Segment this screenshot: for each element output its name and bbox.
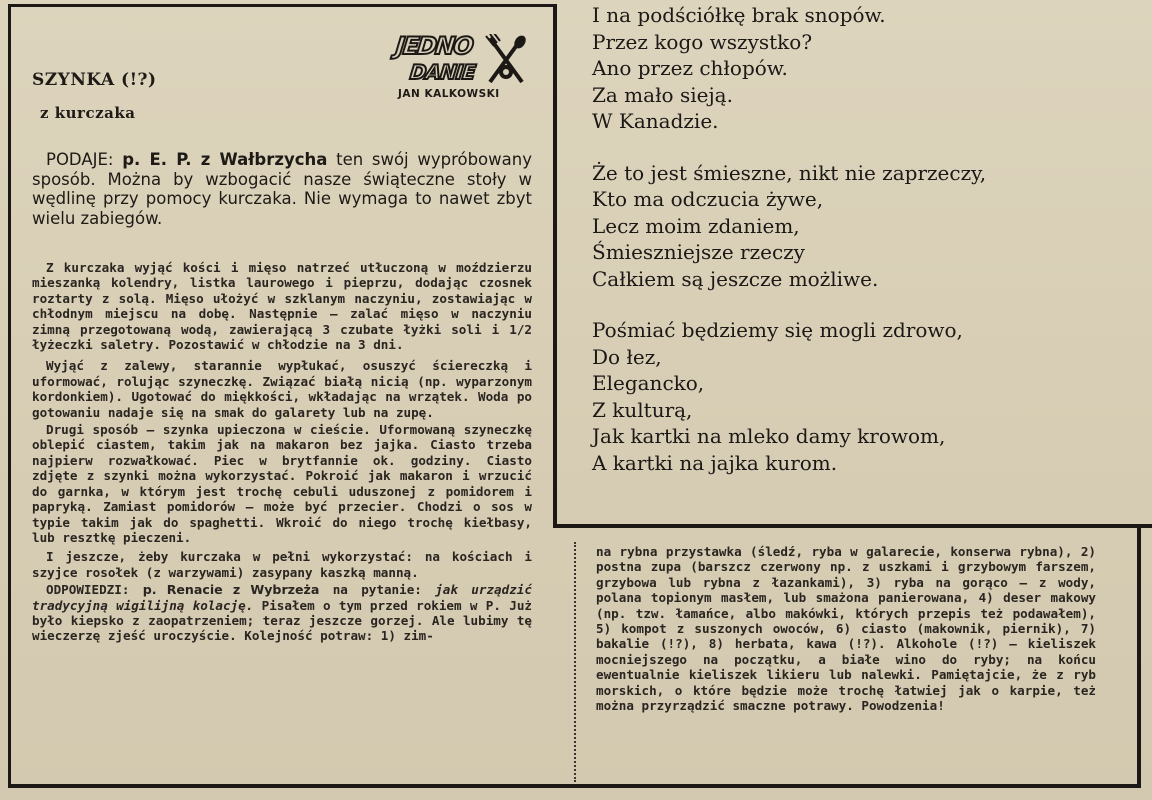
poem-stanza-3 [592, 317, 1062, 476]
frame-right [1137, 524, 1141, 788]
answers-question: jak urządzić tradycyjną wigilijną kolację. [32, 582, 532, 613]
poem [592, 2, 1062, 501]
poem-stanza-1 [592, 2, 1062, 135]
frame-top [8, 4, 556, 7]
cutlery-icon [484, 34, 528, 88]
poem-line: Śmieszniejsze rzeczy [592, 240, 805, 264]
recipe-body [32, 260, 532, 646]
answers-question-prefix: na pytanie: [332, 582, 422, 598]
recipe-title: SZYNKA (!?) [32, 70, 157, 90]
recipe-paragraph-4: I jeszcze, żeby kurczaka w pełni wykorzystać: na kościach i szyjce rosołek (z warzywami) zasypany kaszką manną. [32, 549, 532, 580]
poem-line: I na podściółkę brak snopów. [592, 3, 886, 27]
poem-line: Całkiem są jeszcze możliwe. [592, 266, 879, 291]
answers-lead: ODPOWIEDZI: [46, 582, 130, 598]
recipe-subtitle: z kurczaka [40, 104, 136, 122]
answers-text: Pisałem o tym przed rokiem w P. Już było kiepsko z zaopatrzeniem; teraz jeszcze gorzej. Ale lubimy tę wieczerzę zjeść uroczyście. Kolejność potraw: 1) zim- [32, 597, 532, 644]
poem-line: Że to jest śmieszne, nikt nie zaprzeczy, [592, 160, 987, 185]
poem-line: Do łez, [592, 344, 662, 369]
poem-line: W Kanadzie. [592, 109, 719, 133]
poem-line: Za mało sieją. [592, 82, 733, 107]
recipe-paragraph-3: Drugi sposób — szynka upieczona w cieście. Uformowaną szyneczkę oblepić ciastem, takim jak na makaron bez jajka. Ciasto trzeba najpierw rozwałkować. Piec w brytfannie ok. godziny. Ciasto zdjęte z szynki można wykorzystać. Pokroić jak makaron i wrzucić do garnka, w którym jest trochę cebuli uduszonej z pomidorem i papryką. Zamiast pomidorów — może być przecier. Chodzi o sos w typie takim jak do spaghetti. Wkroić do niego trochę kiełbasy, lub resztkę pieczeni. [32, 422, 532, 545]
dotted-divider [574, 542, 576, 782]
column-logo [396, 30, 526, 106]
poem-line: Ano przez chłopów. [592, 56, 788, 80]
intro-paragraph [32, 150, 532, 228]
answers-paragraph [32, 582, 532, 644]
logo-line-1: JEDNO [394, 32, 474, 60]
logo-line-2: DANIE [408, 60, 477, 84]
poem-line: Kto ma odczucia żywe, [592, 187, 824, 211]
frame-middle [553, 4, 557, 527]
poem-line: A kartki na jajka kurom. [592, 450, 838, 475]
frame-shelf [553, 524, 1152, 528]
intro-text: ten swój wypróbowany sposób. Można by wzbogacić nasze świąteczne stoły w wędlinę przy pomocy kurczaka. Nie wymaga to nawet zbyt wielu zabiegów. [32, 150, 532, 228]
frame-left [8, 4, 11, 788]
answers-recipient: p. Renacie z Wybrzeża [142, 582, 320, 598]
recipe-paragraph-2: Wyjąć z zalewy, starannie wypłukać, osuszyć ściereczką i uformować, rolując szyneczkę. Związać białą nicią (np. wyparzonym kordonkiem). Ugotować do miękkości, wkładając na wrzątek. Woda po gotowaniu nadaje się na smak do galarety lub na zupę. [32, 358, 532, 420]
poem-line: Przez kogo wszystko? [592, 29, 813, 54]
poem-line: Lecz moim zdaniem, [592, 213, 800, 238]
intro-source: p. E. P. z Wałbrzycha [122, 150, 328, 169]
poem-line: Elegancko, [592, 371, 705, 395]
intro-lead: PODAJE: [46, 150, 114, 169]
poem-line: Z kulturą, [592, 397, 693, 422]
poem-line: Pośmiać będziemy się mogli zdrowo, [592, 318, 963, 342]
recipe-paragraph-1: Z kurczaka wyjąć kości i mięso natrzeć utłuczoną w moździerzu mieszanką kolendry, listka laurowego i pieprzu, dodając czosnek roztarty z solą. Mięso ułożyć w szklanym naczyniu, zostawiając w chłodnym miejscu na dobę. Następnie — zalać mięso w naczyniu zimną przegotowaną wodą, zawierającą 3 czubate łyżki soli i 1/2 łyżeczki saletry. Pozostawić w chłodzie na 3 dni. [32, 260, 532, 353]
poem-line: Jak kartki na mleko damy krowom, [592, 424, 946, 448]
logo-author: JAN KALKOWSKI [398, 88, 500, 100]
poem-stanza-2 [592, 160, 1062, 293]
frame-bottom [8, 784, 1141, 788]
answers-continuation: na rybna przystawka (śledź, ryba w galarecie, konserwa rybna), 2) postna zupa (barszcz czerwony np. z uszkami i grzybowym farszem, grzybowa lub rybna z łazankami), 3) ryba na gorąco — z wody, polana topionym masłem, lub smażona panierowana, 4) deser makowy (np. tzw. łamańce, albo makówki, których przepis też podawałem), 5) kompot z suszonych owoców, 6) ciasto (makownik, piernik), 7) bakalie (!?), 8) herbata, kawa (!?). Alkohole (!?) — kieliszek mocniejszego na początku, a białe wino do ryby; na końcu ewentualnie kieliszek likieru lub nalewki. Pamiętajcie, że z ryb morskich, o które będzie może trochę łatwiej jak o karpie, też można przyrządzić smaczne potrawy. Powodzenia! [596, 544, 1096, 714]
recipe-column [18, 20, 546, 780]
